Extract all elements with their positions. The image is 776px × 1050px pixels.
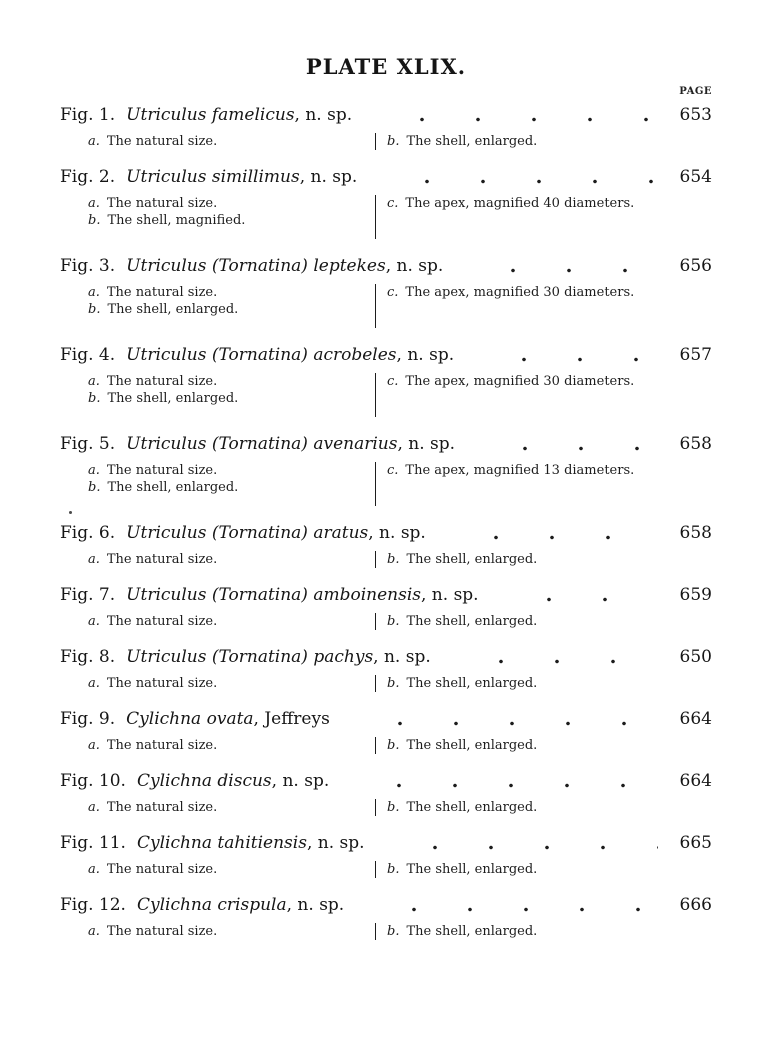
- sub-item-text: The apex, magnified 30 diameters.: [405, 374, 635, 389]
- sub-item-letter: a.: [88, 463, 100, 478]
- sub-right-column: [376, 923, 537, 940]
- sub-item: [88, 195, 375, 212]
- sub-items-row: [88, 373, 712, 417]
- figure-entry: [60, 584, 712, 630]
- sub-item: [88, 212, 375, 229]
- species-suffix: , n. sp.: [368, 523, 426, 543]
- species-name: Utriculus (Tornatina) aratus: [126, 523, 369, 543]
- dot-leader: [375, 179, 658, 184]
- dot-leader: [370, 117, 658, 122]
- sub-right-column: [376, 551, 537, 568]
- species-suffix: , n. sp.: [385, 256, 444, 276]
- sub-item-letter: b.: [387, 924, 400, 939]
- sub-left-column: [88, 613, 375, 630]
- dot-leader: [461, 268, 658, 273]
- figure-title-row: [60, 344, 712, 366]
- figure-entry: [60, 522, 712, 568]
- sub-item-text: The natural size.: [106, 614, 218, 629]
- dot-leader: [473, 446, 658, 451]
- figure-number: Fig. 9.: [60, 709, 116, 729]
- sub-items-row: [88, 613, 712, 630]
- figure-title-row: [60, 770, 712, 792]
- sub-left-column: [88, 284, 375, 318]
- page-number: 657: [679, 345, 712, 365]
- sub-item: [387, 613, 537, 630]
- figure-title-row: [60, 708, 712, 730]
- sub-items-row: [88, 551, 712, 568]
- sub-right-column: [376, 373, 634, 390]
- sub-item-text: The natural size.: [106, 924, 218, 939]
- sub-item-letter: b.: [387, 862, 400, 877]
- sub-item-letter: b.: [88, 480, 101, 495]
- sub-item-text: The natural size.: [106, 738, 218, 753]
- sub-item-letter: a.: [88, 614, 100, 629]
- dot-leader: [348, 721, 658, 726]
- figure-number: Fig. 10.: [60, 771, 126, 791]
- figure-title-row: [60, 255, 712, 277]
- species-name: Cylichna crispula: [136, 895, 287, 915]
- sub-left-column: [88, 675, 375, 692]
- sub-item: [88, 737, 375, 754]
- sub-item: [88, 284, 375, 301]
- sub-items-row: [88, 675, 712, 692]
- figure-entry: [60, 104, 712, 150]
- dot-leader: [444, 535, 658, 540]
- sub-left-column: [88, 462, 375, 496]
- sub-item-text: The natural size.: [106, 196, 218, 211]
- sub-item: [387, 923, 537, 940]
- species-suffix: , n. sp.: [294, 105, 353, 125]
- sub-item-text: The shell, enlarged.: [406, 134, 538, 149]
- sub-item-letter: a.: [88, 862, 100, 877]
- sub-item-letter: a.: [88, 196, 100, 211]
- sub-item-letter: c.: [387, 374, 399, 389]
- sub-item-letter: c.: [387, 196, 399, 211]
- figure-title-row: [60, 522, 712, 544]
- sub-items-row: [88, 861, 712, 878]
- sub-right-column: [376, 133, 537, 150]
- species-name: Utriculus (Tornatina) acrobeles: [126, 345, 397, 365]
- sub-item-text: The shell, enlarged.: [107, 302, 239, 317]
- sub-right-column: [376, 675, 537, 692]
- sub-item-text: The natural size.: [106, 285, 218, 300]
- sub-item-text: The apex, magnified 30 diameters.: [405, 285, 635, 300]
- page-number: 664: [679, 709, 712, 729]
- species-name: Utriculus (Tornatina) amboinensis: [126, 585, 421, 605]
- sub-left-column: [88, 551, 375, 568]
- sub-item: [387, 133, 537, 150]
- sub-item: [88, 301, 375, 318]
- figure-title-row: [60, 433, 712, 455]
- sub-items-row: [88, 462, 712, 506]
- sub-item: [387, 799, 537, 816]
- figure-entry: [60, 894, 712, 940]
- dot-leader: [383, 845, 658, 850]
- sub-item-letter: b.: [387, 134, 400, 149]
- sub-item-text: The shell, enlarged.: [406, 800, 538, 815]
- dot-leader: [347, 783, 658, 788]
- sub-item-text: The natural size.: [106, 800, 218, 815]
- figure-number: Fig. 2.: [60, 167, 116, 187]
- species-suffix: , n. sp.: [396, 345, 455, 365]
- sub-item: [387, 373, 634, 390]
- page-number: 659: [679, 585, 712, 605]
- sub-item-letter: c.: [387, 285, 399, 300]
- dot-leader: [362, 907, 658, 912]
- sub-item: [387, 551, 537, 568]
- sub-item: [88, 373, 375, 390]
- sub-left-column: [88, 923, 375, 940]
- sub-right-column: [376, 737, 537, 754]
- sub-item: [387, 462, 634, 479]
- page-number: 654: [679, 167, 712, 187]
- sub-item-text: The natural size.: [106, 374, 218, 389]
- page-number: 656: [679, 256, 712, 276]
- sub-item-letter: b.: [387, 800, 400, 815]
- sub-item-letter: a.: [88, 738, 100, 753]
- sub-item: [88, 923, 375, 940]
- sub-left-column: [88, 861, 375, 878]
- sub-item-text: The shell, enlarged.: [406, 862, 538, 877]
- figure-title-row: [60, 584, 712, 606]
- species-name: Cylichna ovata: [126, 709, 254, 729]
- sub-items-row: [88, 195, 712, 239]
- page-number: 664: [679, 771, 712, 791]
- figure-entry: [60, 708, 712, 754]
- species-suffix: , n. sp.: [421, 585, 479, 605]
- sub-item-text: The natural size.: [106, 134, 218, 149]
- sub-item-letter: b.: [88, 213, 101, 228]
- figure-title-row: [60, 104, 712, 126]
- species-name: Cylichna tahitiensis: [136, 833, 307, 853]
- sub-right-column: [376, 195, 634, 212]
- page-number: 658: [679, 523, 712, 543]
- dot-leader: [449, 659, 658, 664]
- species-name: Utriculus simillimus: [126, 167, 300, 187]
- page-number: 658: [679, 434, 712, 454]
- sub-item: [88, 479, 375, 496]
- sub-items-row: [88, 799, 712, 816]
- sub-item: [387, 737, 537, 754]
- sub-right-column: [376, 284, 634, 301]
- figure-number: Fig. 12.: [60, 895, 126, 915]
- species-suffix: , n. sp.: [373, 647, 431, 667]
- sub-left-column: [88, 373, 375, 407]
- dot-leader: [472, 357, 658, 362]
- sub-right-column: [376, 799, 537, 816]
- sub-item-letter: b.: [387, 738, 400, 753]
- sub-right-column: [376, 861, 537, 878]
- sub-right-column: [376, 613, 537, 630]
- figure-number: Fig. 6.: [60, 523, 116, 543]
- sub-item-letter: a.: [88, 924, 100, 939]
- species-name: Utriculus (Tornatina) leptekes: [126, 256, 386, 276]
- species-suffix: , n. sp.: [271, 771, 330, 791]
- sub-item-letter: a.: [88, 374, 100, 389]
- species-suffix: , n. sp.: [306, 833, 365, 853]
- figure-entry: [60, 770, 712, 816]
- sub-item-letter: b.: [88, 302, 101, 317]
- figure-entry: [60, 255, 712, 328]
- sub-item-text: The shell, enlarged.: [406, 676, 538, 691]
- sub-item-text: The shell, magnified.: [107, 213, 246, 228]
- sub-items-row: [88, 923, 712, 940]
- species-suffix: , n. sp.: [299, 167, 358, 187]
- sub-item-letter: b.: [387, 552, 400, 567]
- sub-item: [387, 195, 634, 212]
- sub-item-letter: a.: [88, 800, 100, 815]
- sub-item: [88, 799, 375, 816]
- sub-item-text: The natural size.: [106, 463, 218, 478]
- sub-item-text: The shell, enlarged.: [406, 924, 538, 939]
- sub-item-text: The shell, enlarged.: [406, 614, 538, 629]
- figure-number: Fig. 5.: [60, 434, 116, 454]
- sub-item: [88, 551, 375, 568]
- sub-item-text: The natural size.: [106, 552, 218, 567]
- species-suffix: , n. sp.: [286, 895, 345, 915]
- sub-item-letter: a.: [88, 134, 100, 149]
- scan-artifact-dot: [69, 511, 72, 514]
- sub-item-text: The apex, magnified 40 diameters.: [405, 196, 635, 211]
- species-name: Utriculus (Tornatina) avenarius: [126, 434, 398, 454]
- sub-item-letter: b.: [387, 614, 400, 629]
- figure-number: Fig. 4.: [60, 345, 116, 365]
- figure-entry: [60, 433, 712, 506]
- plate-title: PLATE XLIX.: [305, 54, 467, 79]
- sub-item-text: The shell, enlarged.: [406, 552, 538, 567]
- sub-item-letter: a.: [88, 285, 100, 300]
- figure-number: Fig. 7.: [60, 585, 116, 605]
- sub-item-text: The shell, enlarged.: [107, 480, 239, 495]
- sub-item: [387, 284, 634, 301]
- sub-item-text: The shell, enlarged.: [107, 391, 239, 406]
- sub-item: [88, 613, 375, 630]
- entries-list: [60, 104, 712, 940]
- figure-entry: [60, 646, 712, 692]
- sub-item: [387, 861, 537, 878]
- sub-left-column: [88, 799, 375, 816]
- figure-number: Fig. 1.: [60, 105, 116, 125]
- figure-title-row: [60, 894, 712, 916]
- sub-item: [88, 675, 375, 692]
- sub-left-column: [88, 133, 375, 150]
- figure-number: Fig. 11.: [60, 833, 126, 853]
- species-suffix: , n. sp.: [397, 434, 456, 454]
- sub-item-letter: b.: [387, 676, 400, 691]
- figure-entry: [60, 832, 712, 878]
- figure-entry: [60, 344, 712, 417]
- page-number: 666: [679, 895, 712, 915]
- sub-item: [88, 133, 375, 150]
- sub-item-letter: a.: [88, 676, 100, 691]
- species-name: Cylichna discus: [136, 771, 272, 791]
- sub-item-letter: b.: [88, 391, 101, 406]
- figure-title-row: [60, 166, 712, 188]
- figure-title-row: [60, 832, 712, 854]
- sub-item-text: The shell, enlarged.: [406, 738, 538, 753]
- sub-item-text: The natural size.: [106, 676, 218, 691]
- sub-item-letter: a.: [88, 552, 100, 567]
- page-number: 650: [679, 647, 712, 667]
- figure-title-row: [60, 646, 712, 668]
- sub-left-column: [88, 737, 375, 754]
- page-number: 665: [679, 833, 712, 853]
- sub-items-row: [88, 737, 712, 754]
- sub-item: [88, 390, 375, 407]
- sub-item: [88, 861, 375, 878]
- species-suffix: , Jeffreys: [253, 709, 330, 729]
- sub-left-column: [88, 195, 375, 229]
- sub-item-text: The apex, magnified 13 diameters.: [405, 463, 635, 478]
- sub-right-column: [376, 462, 634, 479]
- sub-item: [387, 675, 537, 692]
- sub-items-row: [88, 133, 712, 150]
- sub-item-text: The natural size.: [106, 862, 218, 877]
- dot-leader: [497, 597, 658, 602]
- sub-item-letter: c.: [387, 463, 399, 478]
- sub-item: [88, 462, 375, 479]
- species-name: Utriculus (Tornatina) pachys: [126, 647, 374, 667]
- figure-entry: [60, 166, 712, 239]
- figure-number: Fig. 8.: [60, 647, 116, 667]
- figure-number: Fig. 3.: [60, 256, 116, 276]
- page-column-label: PAGE: [679, 86, 712, 97]
- sub-items-row: [88, 284, 712, 328]
- page-number: 653: [679, 105, 712, 125]
- species-name: Utriculus famelicus: [126, 105, 295, 125]
